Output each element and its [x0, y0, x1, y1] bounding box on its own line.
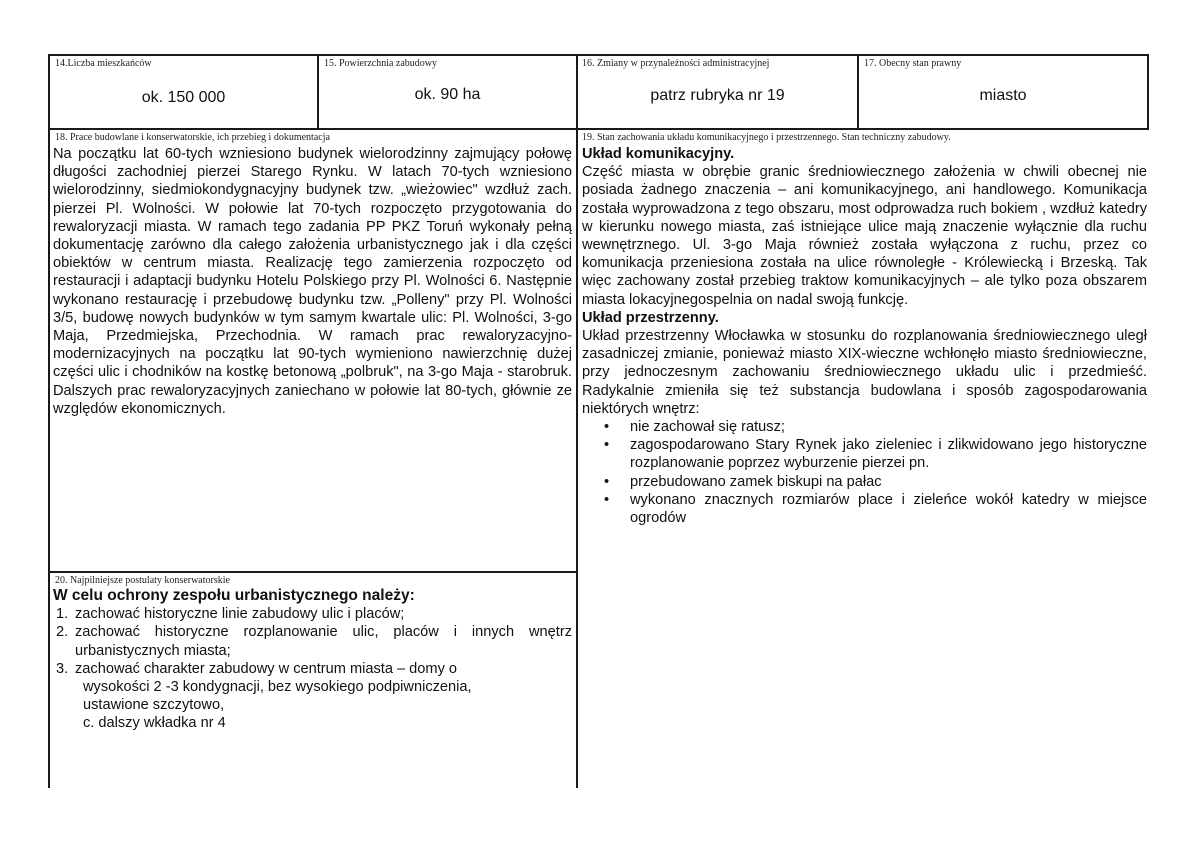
- section19-heading-communication: Układ komunikacyjny.: [582, 146, 735, 162]
- list-item: [582, 491, 1147, 527]
- section19-bullet-list: [582, 418, 1147, 527]
- cell14-label: 14.Liczba mieszkańców: [55, 58, 152, 69]
- cell16-label: 16. Zmiany w przynależności administracyjnej: [582, 58, 770, 69]
- cell16-value: patrz rubryka nr 19: [650, 87, 785, 104]
- continuation-line: c. dalszy wkładka nr 4: [83, 715, 226, 732]
- section19-body: [582, 145, 1147, 527]
- cell17-value: miasto: [979, 87, 1027, 104]
- bullet-text: wykonano znacznych rozmiarów place i zieleńce wokół katedry w miejsce ogrodów: [630, 491, 1147, 527]
- section20-numbered-list: [53, 605, 572, 678]
- item-text: zachować charakter zabudowy w centrum miasta – domy o: [75, 660, 458, 677]
- bullet-text: przebudowano zamek biskupi na pałac: [630, 473, 882, 490]
- cell17-label: 17. Obecny stan prawny: [864, 58, 962, 69]
- section20-label: 20. Najpilniejsze postulaty konserwatorskie: [55, 575, 230, 586]
- item-number: 2.: [56, 624, 69, 641]
- item-number: 1.: [56, 606, 69, 623]
- bullet-icon: •: [604, 473, 610, 490]
- section18-label: 18. Prace budowlane i konserwatorskie, ich przebieg i dokumentacja: [55, 132, 330, 143]
- bullet-icon: •: [604, 437, 610, 454]
- bullet-text: zagospodarowano Stary Rynek jako zieleniec i zlikwidowano jego historyczne rozplanowanie poprzez wyburzenie pierzei pn.: [630, 437, 1147, 472]
- section18-paragraph: Na początku lat 60-tych wzniesiono budynek wielorodzinny zajmujący połowę długości zachodniej pierzei Starego Rynku. W latach 70-tych wzniesiono wielorodzinny, siedmiokondygnacyjny budynek tzw. „wieżowiec" wzdłuż zach. pierzei Pl. Wolności. W połowie lat 70-tych rozpoczęto przygotowania do rewaloryzacji miasta. W ramach tego zadania PP PKZ Toruń wykonały pełną dokumentację zarówno dla całego założenia urbanistycznego jak i dla części obiektów w centrum miasta. Realizację tego zamierzenia rozpoczęto od restauracji i adaptacji budynku Hotelu Polskiego przy Pl. Wolności 6. Następnie wykonano restaurację i przebudowę budynku tzw. „Polleny" przy Pl. Wolności 3/5, budowę nowych budynków w tym samym kwartale ulic: Pl. Wolności, 3-go Maja, Przedmiejska, Przechodnia. W ramach prac rewaloryzacyjno-modernizacyjnych na początku lat 90-tych wymieniono nawierzchnię dużej części ulic i chodników na kostkę betonową „polbruk", na 3-go Maja - starobruk. Dalszych prac rewaloryzacyjnych zaniechano w połowie lat 80-tych, głównie ze względów ekonomicznych.: [53, 146, 572, 417]
- section19-label: 19. Stan zachowania układu komunikacyjnego i przestrzennego. Stan techniczny zabudowy.: [582, 132, 951, 143]
- row2-bottom-line-left: [48, 571, 577, 573]
- divider-center: [576, 54, 578, 788]
- item-number: 3.: [56, 660, 69, 677]
- list-item: [53, 660, 572, 678]
- bullet-icon: •: [604, 491, 610, 508]
- cell14-value: ok. 150 000: [141, 89, 226, 106]
- list-item: [53, 605, 572, 623]
- list-item: [582, 473, 1147, 491]
- section20-body: [53, 587, 572, 733]
- bullet-icon: •: [604, 419, 610, 436]
- left-border-line: [48, 54, 50, 788]
- right-border-line: [1147, 54, 1149, 130]
- section20-heading: W celu ochrony zespołu urbanistycznego należy:: [53, 587, 415, 604]
- section19-paragraph-spatial: Układ przestrzenny Włocławka w stosunku do rozplanowania średniowiecznego uległ zasadniczej zmianie, ponieważ miasto XIX-wieczne wchłonęło miasto średniowieczne, przy jednoczesnym zachowaniu średniowiecznego układu ulic i przedmieść. Radykalnie zmieniła się też substancja budowlana i sposób zagospodarowania niektórych wnętrz:: [582, 328, 1147, 417]
- list-item: [582, 436, 1147, 472]
- cell15-label: 15. Powierzchnia zabudowy: [324, 58, 438, 69]
- section19-paragraph-communication: Część miasta w obrębie granic średniowiecznego założenia w chwili obecnej nie posiada żadnego znaczenia – ani komunikacyjnego, ani handlowego. Komunikacja została wyprowadzona z tego obszaru, most odprowadza ruch bokiem , wzdłuż katedry w kierunku nowego miasta, zaś istniejące ulice mają znaczenie wyłącznie dla ruchu wewnętrznego. Ul. 3-go Maja również została wyłączona z ruchu, przez co komunikacja przeniesiona została na ulice równoległe - Królewiecką i Brzeską. Tak więc zachowany został przebieg traktow komunikacyjnych – ale tylko poza obszarem miasta lokacyjnegospelnia on nadal swoją funkcję.: [582, 164, 1147, 308]
- item-text: zachować historyczne rozplanowanie ulic, placów i innych wnętrz urbanistycznych miasta;: [75, 624, 572, 659]
- row1-bottom-line: [48, 128, 1148, 130]
- section19-heading-spatial: Układ przestrzenny.: [582, 309, 719, 326]
- cell15-value: ok. 90 ha: [414, 86, 481, 103]
- item-text: zachować historyczne linie zabudowy ulic i placów;: [75, 606, 405, 623]
- list-item: [53, 623, 572, 659]
- top-border-line: [48, 54, 1148, 56]
- continuation-line: ustawione szczytowo,: [83, 697, 225, 714]
- section18-body: [53, 145, 572, 418]
- list-item: [582, 418, 1147, 436]
- continuation-line: wysokości 2 -3 kondygnacji, bez wysokiego podpiwniczenia,: [83, 679, 472, 696]
- bullet-text: nie zachował się ratusz;: [630, 419, 785, 436]
